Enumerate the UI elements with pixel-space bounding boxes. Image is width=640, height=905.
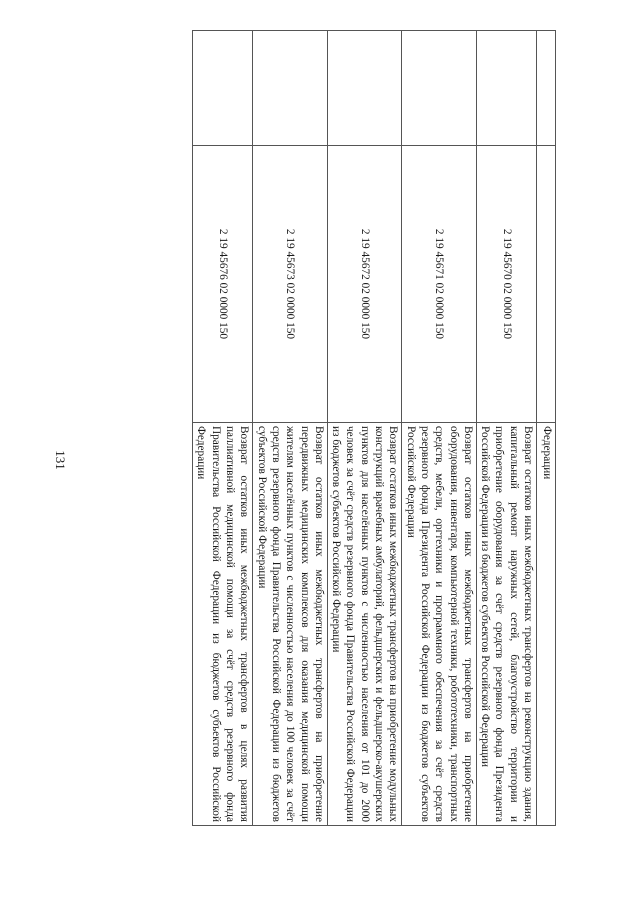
empty-cell [537, 31, 556, 146]
table-row [476, 31, 536, 826]
code-cell: 2 19 45672 02 0000 150 [327, 146, 401, 423]
empty-cell [327, 31, 401, 146]
rotated-table-frame [68, 30, 556, 826]
table-row [253, 31, 327, 826]
code-cell: 2 19 45671 02 0000 150 [402, 146, 476, 423]
table-row [537, 31, 556, 826]
description-cell: Федерации [537, 423, 556, 826]
budget-codes-table [192, 30, 556, 826]
code-cell: 2 19 45670 02 0000 150 [476, 146, 536, 423]
empty-cell [253, 31, 327, 146]
table-row [327, 31, 401, 826]
description-cell: Возврат остатков иных межбюджетных трансфертов в целях развития паллиативной медицинской помощи за счёт средств резервного фонда Правительства Российской Федерации из бюджетов субъектов Российской Федерации [193, 423, 253, 826]
page-number: 131 [52, 450, 68, 470]
description-cell: Возврат остатков иных межбюджетных трансфертов на приобретение передвижных медицинских комплексов для оказания медицинской помощи жителям населённых пунктов с численностью населения до 100 человек за счёт средств резервного фонда Правительства Российской Федерации из бюджетов субъектов Российской Федерации [253, 423, 327, 826]
description-cell: Возврат остатков иных межбюджетных трансфертов на приобретение модульных конструкций врачебных амбулаторий, фельдшерских и фельдшерско-акушерских пунктов для населённых пунктов с численностью населения от 101 до 2000 человек за счёт средств резервного фонда Правительства Российской Федерации из бюджетов субъектов Российской Федерации [327, 423, 401, 826]
code-cell [537, 146, 556, 423]
table-row [402, 31, 476, 826]
description-cell: Возврат остатков иных межбюджетных трансфертов на приобретение оборудования, инвентаря, компьютерной техники, робототехники, транспортных средств, мебели, оргтехники и программного обеспечения за счёт средств резервного фонда Президента Российской Федерации из бюджетов субъектов Российской Федерации [402, 423, 476, 826]
empty-cell [476, 31, 536, 146]
code-cell: 2 19 45676 02 0000 150 [193, 146, 253, 423]
code-cell: 2 19 45673 02 0000 150 [253, 146, 327, 423]
description-cell: Возврат остатков иных межбюджетных трансфертов на реконструкцию здания, капитальный ремонт наружных сетей, благоустройство территории и приобретение оборудования за счёт средств резервного фонда Президента Российской Федерации из бюджетов субъектов Российской Федерации [476, 423, 536, 826]
table-row [193, 31, 253, 826]
empty-cell [193, 31, 253, 146]
empty-cell [402, 31, 476, 146]
